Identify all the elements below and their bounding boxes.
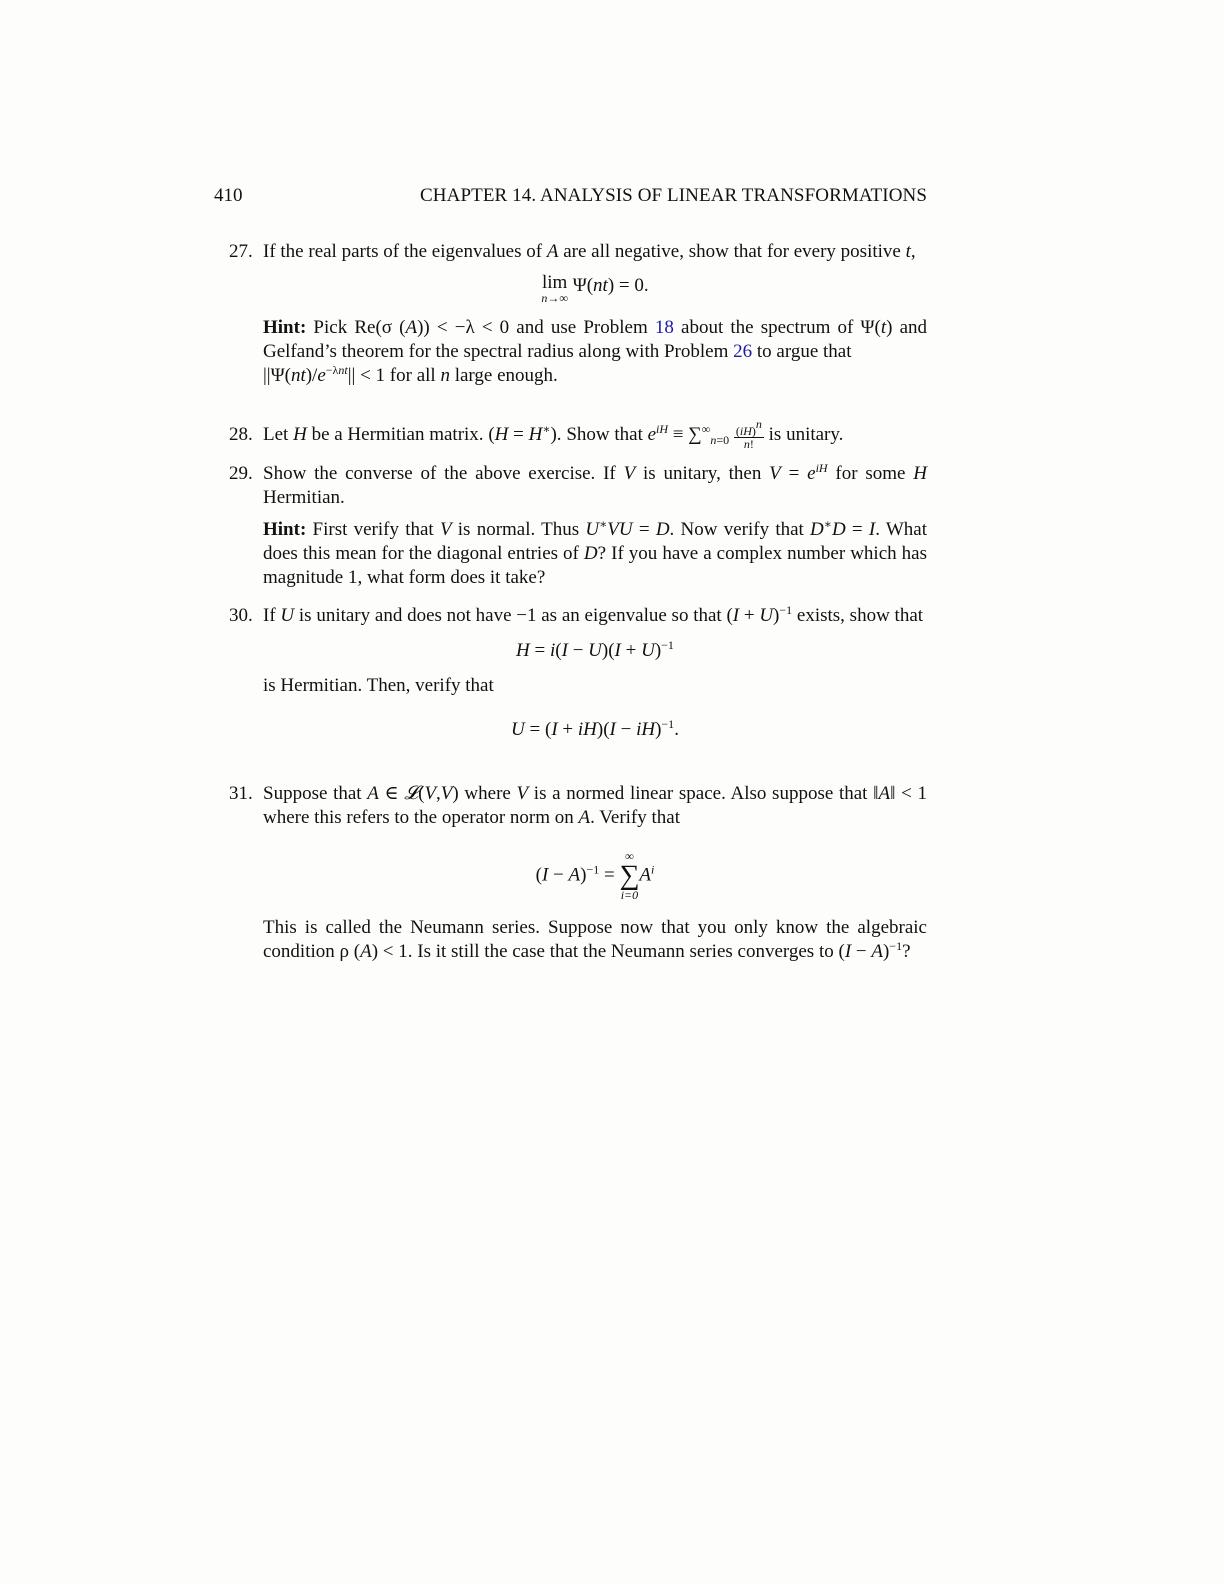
problem-29 xyxy=(229,462,927,590)
equation-u-cayley: U = (I + iH)(I − iH)$^{-1}$. xyxy=(511,717,679,740)
problem-text-continued: is Hermitian. Then, verify that xyxy=(263,675,494,696)
equation-limit: lim n→∞ Ψ(nt) = 0. xyxy=(541,272,649,305)
equation-h-definition: $H = i(I - U)(I + U)^{-1}$ xyxy=(516,638,674,661)
problem-text: Show the converse of the above exercise. If V is unitary, then $V = e^{iH}$ for some H Hermitian. xyxy=(263,461,928,508)
problem-27 xyxy=(229,240,927,388)
problem-28 xyxy=(229,417,927,451)
problem-number: 30. xyxy=(229,605,253,626)
problem-number: 28. xyxy=(229,424,253,445)
problem-text: Let H be a Hermitian matrix. (H = H∗). Show that $e^{iH} \equiv \sum^\infty_{n=0}$ $\frac{(iH)^n}{n!}$ is unitary. xyxy=(263,417,844,451)
hint-paragraph: Hint: Pick Re(σ (A)) < −λ < 0 and use Problem 18 about the spectrum of Ψ(t) and Gelfand’s theorem for the spectral radius along with Problem 26 to argue that $||\Psi(nt)/e^{-\lambda nt}|| < 1$ for all n large enough. xyxy=(263,317,928,386)
problem-text: Suppose that A ∈ 𝓛(V,V) where V is a normed linear space. Also suppose that ‖A‖ < 1 where this refers to the operator norm on A. Verify that xyxy=(263,783,927,828)
problem-31 xyxy=(229,782,927,964)
problem-number: 31. xyxy=(229,783,253,804)
problem-link-26[interactable]: 26 xyxy=(733,341,753,362)
problem-text: If U is unitary and does not have −1 as an eigenvalue so that $(I + U)^{-1}$ exists, show that xyxy=(263,603,924,626)
problem-number: 27. xyxy=(229,241,253,262)
page-number: 410 xyxy=(214,185,243,206)
problem-text: If the real parts of the eigenvalues of A are all negative, show that for every positive t, xyxy=(263,241,916,262)
problem-30 xyxy=(229,604,927,742)
equation-neumann-series: $(I - A)^{-1}$ = ∞ ∑ i=0 $A^i$ xyxy=(535,849,655,902)
hint-paragraph: Hint: First verify that V is normal. Thus U∗VU = D. Now verify that D∗D = I. What does this mean for the diagonal entries of D? If you have a complex number which has magnitude 1, what form does it take? xyxy=(263,517,928,588)
problem-link-18[interactable]: 18 xyxy=(654,317,674,338)
chapter-heading: CHAPTER 14. ANALYSIS OF LINEAR TRANSFORMATIONS xyxy=(420,185,927,206)
problem-number: 29. xyxy=(229,463,253,484)
problem-text-continued: This is called the Neumann series. Suppose now that you only know the algebraic condition ρ (A) < 1. Is it still the case that the Neumann series converges to $(I - A)^{-1}$? xyxy=(263,917,927,962)
